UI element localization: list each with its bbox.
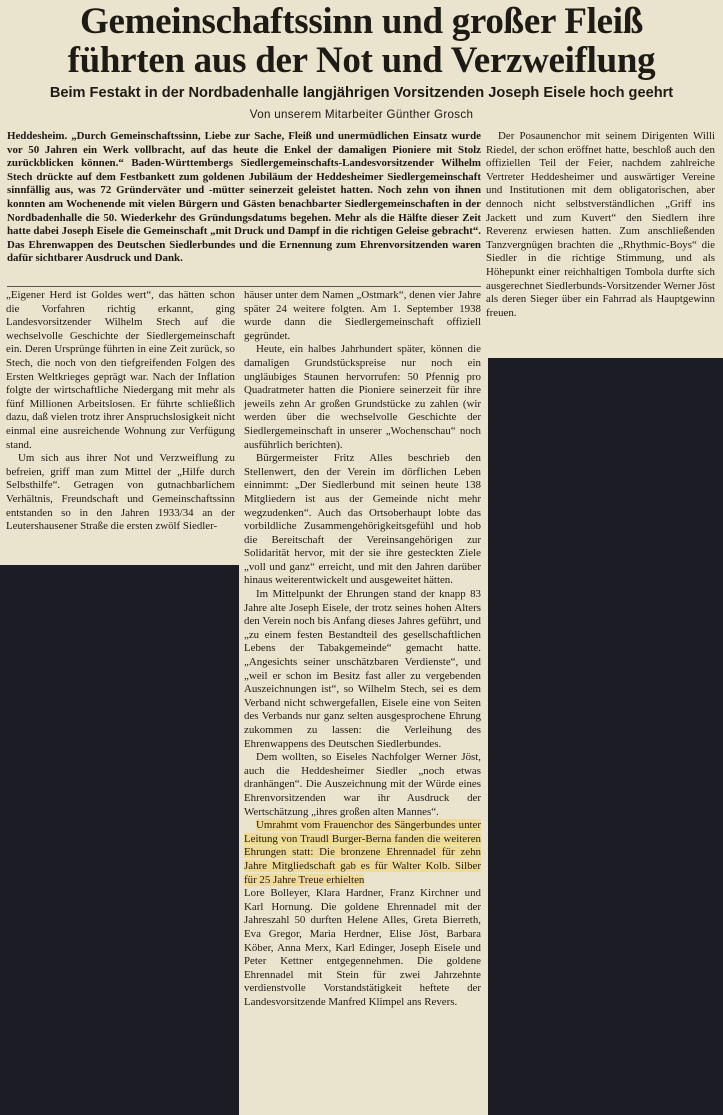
paragraph: „Eigener Herd ist Goldes wert“, das hätten schon die Vorfahren richtig erkannt, ging Landesvorsitzender Wilhelm Stech auf die wechselvolle Geschichte der Siedlergemeinschaft ein. Deren Ursprünge führten in eine Zeit zurück, so Stech, die noch von den tiefgreifenden Folgen des Ersten Weltkrieges geprägt war. Nach der Inflation folgte der wirtschaftliche Niedergang mit mehr als fünf Millionen Arbeitslosen. Er führte schließlich dazu, daß vielen trotz ihrer Anspruchslosigkeit nicht einmal eine ausreichende Wohnung zur Verfügung stand. (6, 289, 235, 451)
column-rule-lead (7, 286, 481, 287)
article-column-1 (6, 289, 235, 534)
headline-line-2: führten aus der Not und Verzweiflung (67, 40, 656, 81)
article-column-3 (486, 130, 715, 320)
dateline: Heddesheim. (7, 130, 68, 142)
article-column-2 (244, 289, 481, 1009)
paragraph: Bürgermeister Fritz Alles beschrieb den Stellenwert, den der Verein im dörflichen Leben einnimmt: „Der Siedlerbund mit seinen heute 138 Mitgliedern ist aus der Gemeinde nicht mehr wegzudenken“. Auch das Ortsoberhaupt lobte das vorbildliche Zusammengehörigkeitsgefühl und hob die Bereitschaft der Vereinsangehörigen zur Solidarität hervor, mit der sie ihre gesteckten Ziele „voll und ganz“ erreicht, und mit den Jahren darüber hinaus weiterentwickelt und ausgeweitet hätten. (244, 452, 481, 587)
paragraph: Der Posaunenchor mit seinem Dirigenten Willi Riedel, der schon eröffnet hatte, beschloß auch den offiziellen Teil der Feier, nachdem zahlreiche Vertreter Heddesheimer und auswärtiger Vereine und Institutionen mit dem obligatorischen, aber dennoch nicht selbstverständlichen „Griff ins Jackett und zum Kuvert“ den Siedlern ihre Reverenz erwiesen hatten. Zum anschließenden Tanzvergnügen brachten die „Rhythmic-Boys“ die Siedler in die richtige Stimmung, und als Höhepunkt einer reichhaltigen Tombola durfte sich ausgerechnet Siedlerbunds-Vorsitzender Werner Jöst als deren Sieger über ein Fahrrad als Hauptgewinn freuen. (486, 130, 715, 319)
subheadline: Beim Festakt in der Nordbadenhalle langjährigen Vorsitzenden Joseph Eisele hoch geehrt (49, 85, 674, 101)
lead-text: „Durch Gemeinschaftssinn, Liebe zur Sache, Fleiß und unermüdlichen Einsatz wurde vor 50 Jahren ein Werk vollbracht, auf das heute die Enkel der damaligen Pioniere mit Stolz zurückblicken können.“ Baden-Württembergs Siedlergemeinschafts-Landesvorsitzender Wilhelm Stech drückte auf dem Festbankett zum goldenen Jubiläum der Heddesheimer Siedlergemeinschaft sinnfällig aus, was 72 Gründerväter und -mütter seinerzeit geleistet hatten. Noch zehn von ihnen konnten am Wochenende mit vielen Bürgern und Gästen benachbarter Siedlergemeinschaften in der Nordbadenhalle die 50. Wiederkehr des Gründungsdatums begehen. Mehr als die Hälfte dieser Zeit hatte dabei Joseph Eisele die Gemeinschaft „mit Druck und Dampf in die richtigen Geleise gebracht“. Das Ehrenwappen des Deutschen Siedlerbundes und die Ernennung zum Ehrenvorsitzenden waren dafür sichtbarer Ausdruck und Dank. (7, 130, 481, 265)
paragraph: Heute, ein halbes Jahrhundert später, können die damaligen Grundstückspreise nur noch ein ungläubiges Staunen hervorrufen: 50 Pfennig pro Quadratmeter hatten die Pioniere seinerzeit für ihre jeweils zehn Ar großen Grundstücke zu zahlen (wir werden über die wechselvolle Geschichte der Siedlergemeinschaft in unserer „Wochenschau“ noch ausführlich berichten). (244, 343, 481, 451)
paragraph: Dem wollten, so Eiseles Nachfolger Werner Jöst, auch die Heddesheimer Siedler „noch etwas dranhängen“. Die Auszeichnung mit der Würde eines Ehrenvorsitzenden war ihr Ausdruck der Wertschätzung „ihres großen alten Mannes“. (244, 751, 481, 818)
lead-paragraph (7, 130, 481, 266)
paragraph: häuser unter dem Namen „Ostmark“, denen vier Jahre später 24 weitere folgten. Am 1. September 1938 wurde dann die Siedlergemeinschaft offiziell gegründet. (244, 289, 481, 342)
byline: Von unserem Mitarbeiter Günther Grosch (249, 108, 474, 121)
headline (0, 2, 723, 80)
paragraph: Lore Bolleyer, Klara Hardner, Franz Kirchner und Karl Hornung. Die goldene Ehrennadel mit der Jahreszahl 50 durften Helene Alles, Greta Bierreth, Eva Gregor, Maria Herdner, Elise Jöst, Barbara Köber, Anna Merx, Karl Edinger, Joseph Eisele und Peter Kettner entgegennehmen. Die goldene Ehrennadel mit Stein für zwei Jahrzehnte verdienstvolle Vorstandstätigkeit heftete der Landesvorsitzende Manfred Klimpel ans Revers. (244, 887, 481, 1008)
highlighted-paragraph (244, 819, 481, 887)
paragraph: Im Mittelpunkt der Ehrungen stand der knapp 83 Jahre alte Joseph Eisele, der trotz seines hohen Alters den Verein noch bis Anfang dieses Jahres geführt, und „zu einem festen Bestandteil des gesellschaftlichen Lebens der Tabakgemeinde“ gemacht hatte. „Angesichts seiner unschätzbaren Verdienste“, und „weil er schon im Besitz fast aller zu vergebenden Auszeichnungen ist“, so Wilhelm Stech, sei es dem Verband nicht schwergefallen, Eisele eine von Seiten des Verbands nur ganz selten ausgesprochene Ehrung zukommen zu lassen: die Verleihung des Ehrenwappens des Deutschen Siedlerbundes. (244, 588, 481, 750)
paragraph: Um sich aus ihrer Not und Verzweiflung zu befreien, griff man zum Mittel der „Hilfe durch Selbsthilfe“. Getragen von gutnachbarlichem Verhältnis, Freundschaft und Gemeinschaftssinn entstanden so in den Jahren 1933/34 an der Leutershausener Straße die ersten zwölf Siedler- (6, 452, 235, 533)
clipping-right-column (488, 343, 723, 358)
headline-line-1: Gemeinschaftssinn und großer Fleiß (79, 1, 644, 42)
highlighted-text: Umrahmt vom Frauenchor des Sängerbundes unter Leitung von Traudl Burger-Berna fanden die weiteren Ehrungen statt: Die bronzene Ehrennadel für zehn Jahre Mitgliedschaft gab es für Walter Kolb. Silber für 25 Jahre Treue erhielten (244, 819, 481, 886)
